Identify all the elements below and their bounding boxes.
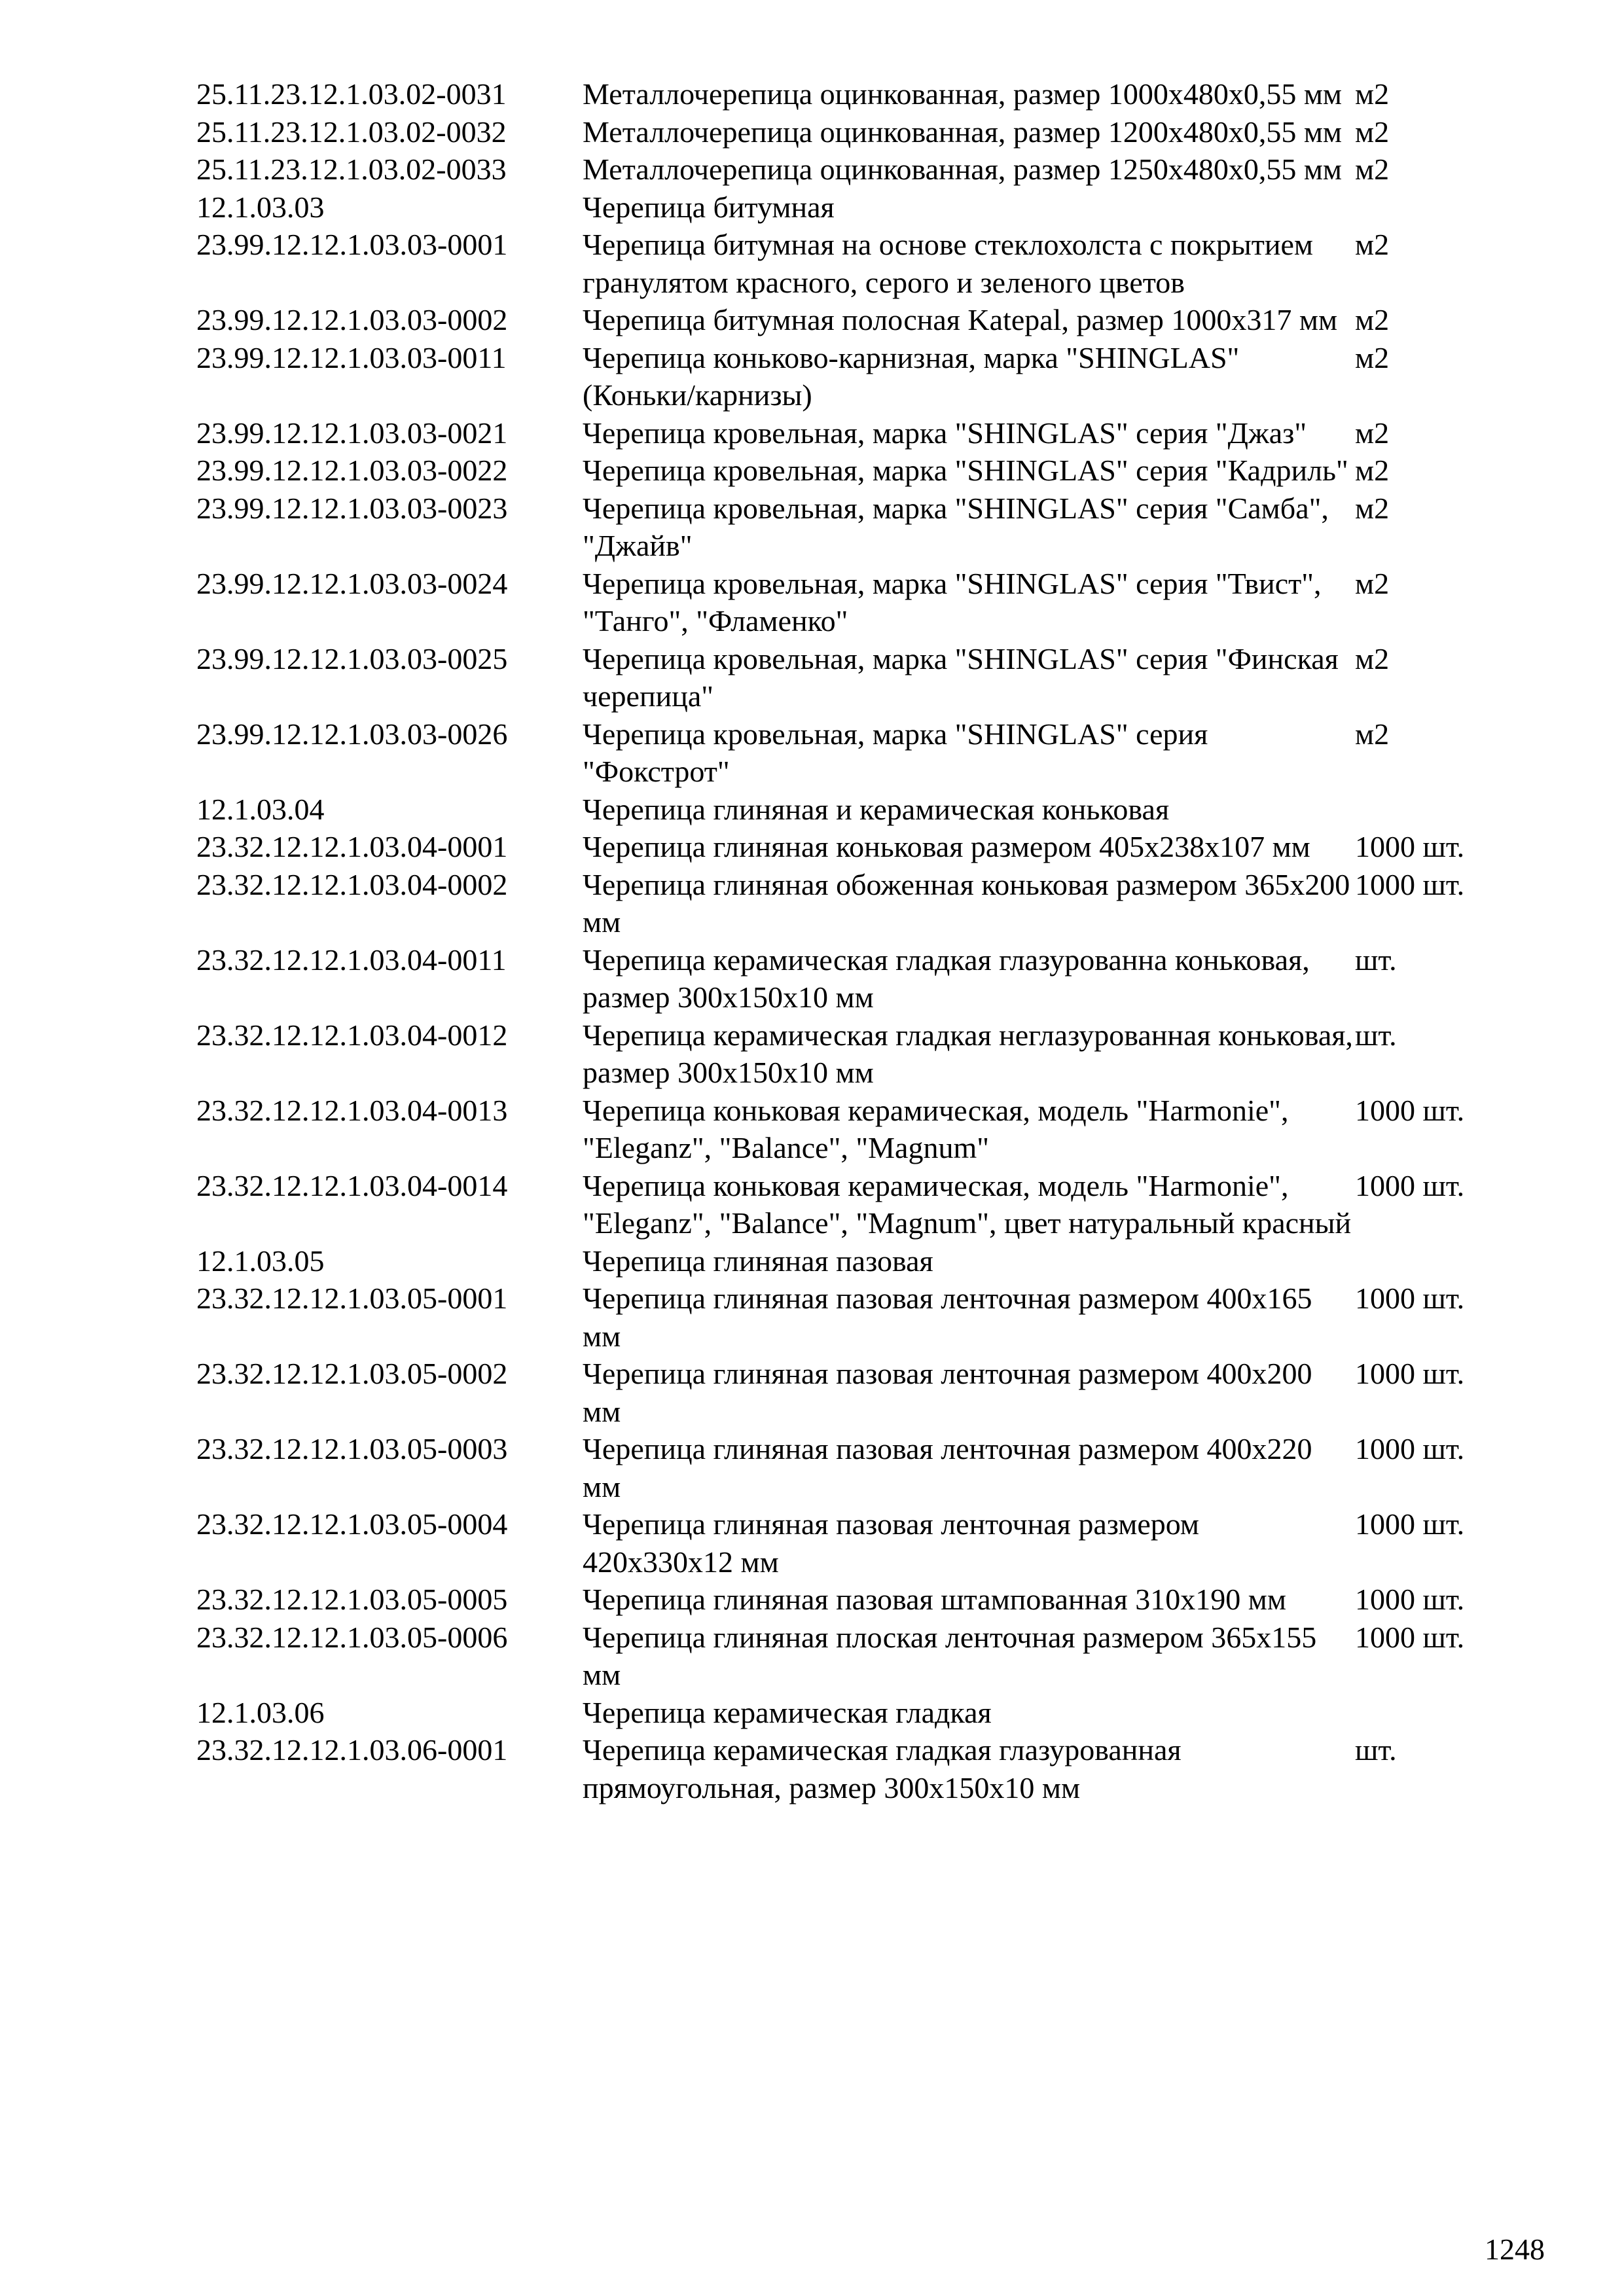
resource-code: 12.1.03.06 (196, 1695, 325, 1729)
resource-name: Черепица битумная на основе стеклохолста с покрытием гранулятом красного, серого и зеленого цветов (583, 228, 1314, 299)
resource-code: 23.99.12.12.1.03.03-0021 (196, 416, 508, 450)
resource-name: Металлочерепица оцинкованная, размер 1000х480х0,55 мм (583, 77, 1343, 111)
resource-code: 25.11.23.12.1.03.02-0033 (196, 152, 507, 186)
table-row (196, 1092, 1506, 1167)
resource-code: 23.32.12.12.1.03.05-0006 (196, 1620, 508, 1654)
resource-code: 23.32.12.12.1.03.05-0004 (196, 1507, 508, 1541)
resource-name: Черепица коньковая керамическая, модель "Harmonie", "Eleganz", "Balance", "Magnum" (583, 1093, 1289, 1164)
resource-code: 23.32.12.12.1.03.05-0005 (196, 1583, 508, 1616)
resource-name: Черепица кровельная, марка "SHINGLAS" серия "Кадриль" (583, 454, 1348, 487)
table-row (196, 226, 1506, 301)
resource-code: 23.99.12.12.1.03.03-0022 (196, 454, 508, 487)
resource-code: 23.99.12.12.1.03.03-0025 (196, 641, 508, 675)
resource-code: 23.32.12.12.1.03.04-0002 (196, 867, 508, 901)
resource-code: 23.99.12.12.1.03.03-0024 (196, 566, 508, 600)
unit-of-measure: 1000 шт. (1355, 1507, 1465, 1541)
resource-code: 12.1.03.03 (196, 190, 325, 224)
resource-name: Черепица глиняная пазовая ленточная размером 420х330х12 мм (583, 1507, 1200, 1579)
section-heading-row (196, 1694, 1506, 1732)
unit-of-measure: шт. (1355, 1733, 1397, 1767)
table-row (196, 490, 1506, 565)
table-row (196, 1505, 1506, 1581)
table-row (196, 1731, 1506, 1806)
resource-name: Черепица керамическая гладкая (583, 1695, 992, 1729)
table-row (196, 828, 1506, 866)
unit-of-measure: м2 (1355, 228, 1390, 261)
resource-name: Черепица глиняная пазовая ленточная размером 400х165 мм (583, 1282, 1312, 1353)
resource-name: Черепица глиняная пазовая (583, 1244, 933, 1278)
table-row (196, 715, 1506, 791)
unit-of-measure: 1000 шт. (1355, 1357, 1465, 1390)
resource-name: Черепица глиняная пазовая ленточная размером 400х200 мм (583, 1357, 1312, 1428)
resource-code: 23.99.12.12.1.03.03-0026 (196, 717, 508, 751)
table-row (196, 1355, 1506, 1430)
unit-of-measure: м2 (1355, 491, 1390, 525)
table-row (196, 151, 1506, 188)
resource-name: Металлочерепица оцинкованная, размер 1200х480х0,55 мм (583, 115, 1343, 149)
resource-name: Черепица керамическая гладкая неглазурованная коньковая, размер 300х150х10 мм (583, 1018, 1353, 1089)
unit-of-measure: м2 (1355, 340, 1390, 374)
resource-table (196, 75, 1506, 1806)
resource-name: Черепица кровельная, марка "SHINGLAS" серия "Джаз" (583, 416, 1307, 450)
table-row (196, 75, 1506, 113)
table-row (196, 301, 1506, 339)
table-row (196, 1430, 1506, 1505)
table-row (196, 565, 1506, 640)
table-row (196, 452, 1506, 490)
unit-of-measure: 1000 шт. (1355, 1432, 1465, 1465)
resource-code: 25.11.23.12.1.03.02-0032 (196, 115, 507, 149)
table-row (196, 866, 1506, 941)
resource-name: Черепица глиняная плоская ленточная размером 365х155 мм (583, 1620, 1317, 1691)
resource-code: 12.1.03.05 (196, 1244, 325, 1278)
unit-of-measure: м2 (1355, 303, 1390, 336)
resource-code: 23.32.12.12.1.03.04-0014 (196, 1168, 508, 1202)
table-row (196, 640, 1506, 715)
unit-of-measure: 1000 шт. (1355, 1168, 1465, 1202)
unit-of-measure: м2 (1355, 416, 1390, 450)
resource-code: 23.32.12.12.1.03.04-0012 (196, 1018, 508, 1052)
unit-of-measure: м2 (1355, 454, 1390, 487)
resource-name: Черепица кровельная, марка "SHINGLAS" серия "Финская черепица" (583, 641, 1339, 713)
resource-name: Черепица коньково-карнизная, марка "SHINGLAS" (Коньки/карнизы) (583, 340, 1240, 412)
resource-name: Черепица кровельная, марка "SHINGLAS" серия "Самба", "Джайв" (583, 491, 1329, 562)
table-row (196, 1581, 1506, 1619)
table-row (196, 1280, 1506, 1355)
resource-name: Черепица глиняная пазовая штампованная 310х190 мм (583, 1583, 1286, 1616)
resource-code: 23.32.12.12.1.03.04-0013 (196, 1093, 508, 1127)
resource-name: Черепица глиняная пазовая ленточная размером 400х220 мм (583, 1432, 1312, 1503)
resource-code: 23.99.12.12.1.03.03-0011 (196, 340, 507, 374)
table-row (196, 941, 1506, 1016)
resource-name: Металлочерепица оцинкованная, размер 1250х480х0,55 мм (583, 152, 1343, 186)
unit-of-measure: 1000 шт. (1355, 830, 1465, 863)
table-row (196, 1167, 1506, 1242)
resource-code: 23.99.12.12.1.03.03-0001 (196, 228, 508, 261)
table-row (196, 414, 1506, 452)
resource-name: Черепица глиняная обоженная коньковая размером 365х200 мм (583, 867, 1350, 939)
table-row (196, 339, 1506, 414)
resource-code: 23.32.12.12.1.03.05-0001 (196, 1282, 508, 1315)
resource-name: Черепица глиняная коньковая размером 405х238х107 мм (583, 830, 1310, 863)
resource-code: 23.32.12.12.1.03.05-0003 (196, 1432, 508, 1465)
table-row (196, 113, 1506, 151)
unit-of-measure: м2 (1355, 566, 1390, 600)
unit-of-measure: м2 (1355, 77, 1390, 111)
resource-name: Черепица коньковая керамическая, модель "Harmonie", "Eleganz", "Balance", "Magnum", цвет натуральный красный (583, 1168, 1352, 1240)
resource-name: Черепица керамическая гладкая глазурованная прямоугольная, размер 300х150х10 мм (583, 1733, 1182, 1804)
unit-of-measure: шт. (1355, 942, 1397, 977)
section-heading-row (196, 188, 1506, 226)
unit-of-measure: м2 (1355, 152, 1390, 186)
unit-of-measure: 1000 шт. (1355, 1282, 1465, 1315)
table-row (196, 1619, 1506, 1694)
unit-of-measure: м2 (1355, 641, 1390, 675)
resource-name: Черепица глиняная и керамическая коньковая (583, 792, 1170, 826)
resource-code: 23.32.12.12.1.03.04-0011 (196, 942, 507, 977)
section-heading-row (196, 1242, 1506, 1280)
resource-code: 23.99.12.12.1.03.03-0023 (196, 491, 508, 525)
page-number: 1248 (1485, 2233, 1545, 2266)
resource-name: Черепица кровельная, марка "SHINGLAS" серия "Твист", "Танго", "Фламенко" (583, 566, 1322, 637)
unit-of-measure: 1000 шт. (1355, 867, 1465, 901)
table-row (196, 1016, 1506, 1092)
unit-of-measure: 1000 шт. (1355, 1093, 1465, 1127)
unit-of-measure: м2 (1355, 717, 1390, 751)
resource-name: Черепица кровельная, марка "SHINGLAS" серия "Фокстрот" (583, 717, 1208, 788)
resource-code: 12.1.03.04 (196, 792, 325, 826)
section-heading-row (196, 791, 1506, 829)
resource-code: 23.32.12.12.1.03.05-0002 (196, 1357, 508, 1390)
resource-name: Черепица битумная полосная Katepal, размер 1000х317 мм (583, 303, 1338, 336)
unit-of-measure: м2 (1355, 115, 1390, 149)
resource-name: Черепица керамическая гладкая глазурованна коньковая, размер 300х150х10 мм (583, 942, 1310, 1014)
resource-code: 23.99.12.12.1.03.03-0002 (196, 303, 508, 336)
unit-of-measure: 1000 шт. (1355, 1583, 1465, 1616)
unit-of-measure: шт. (1355, 1018, 1397, 1052)
resource-code: 25.11.23.12.1.03.02-0031 (196, 77, 507, 111)
resource-code: 23.32.12.12.1.03.06-0001 (196, 1733, 508, 1767)
resource-name: Черепица битумная (583, 190, 835, 224)
unit-of-measure: 1000 шт. (1355, 1620, 1465, 1654)
resource-code: 23.32.12.12.1.03.04-0001 (196, 830, 508, 863)
